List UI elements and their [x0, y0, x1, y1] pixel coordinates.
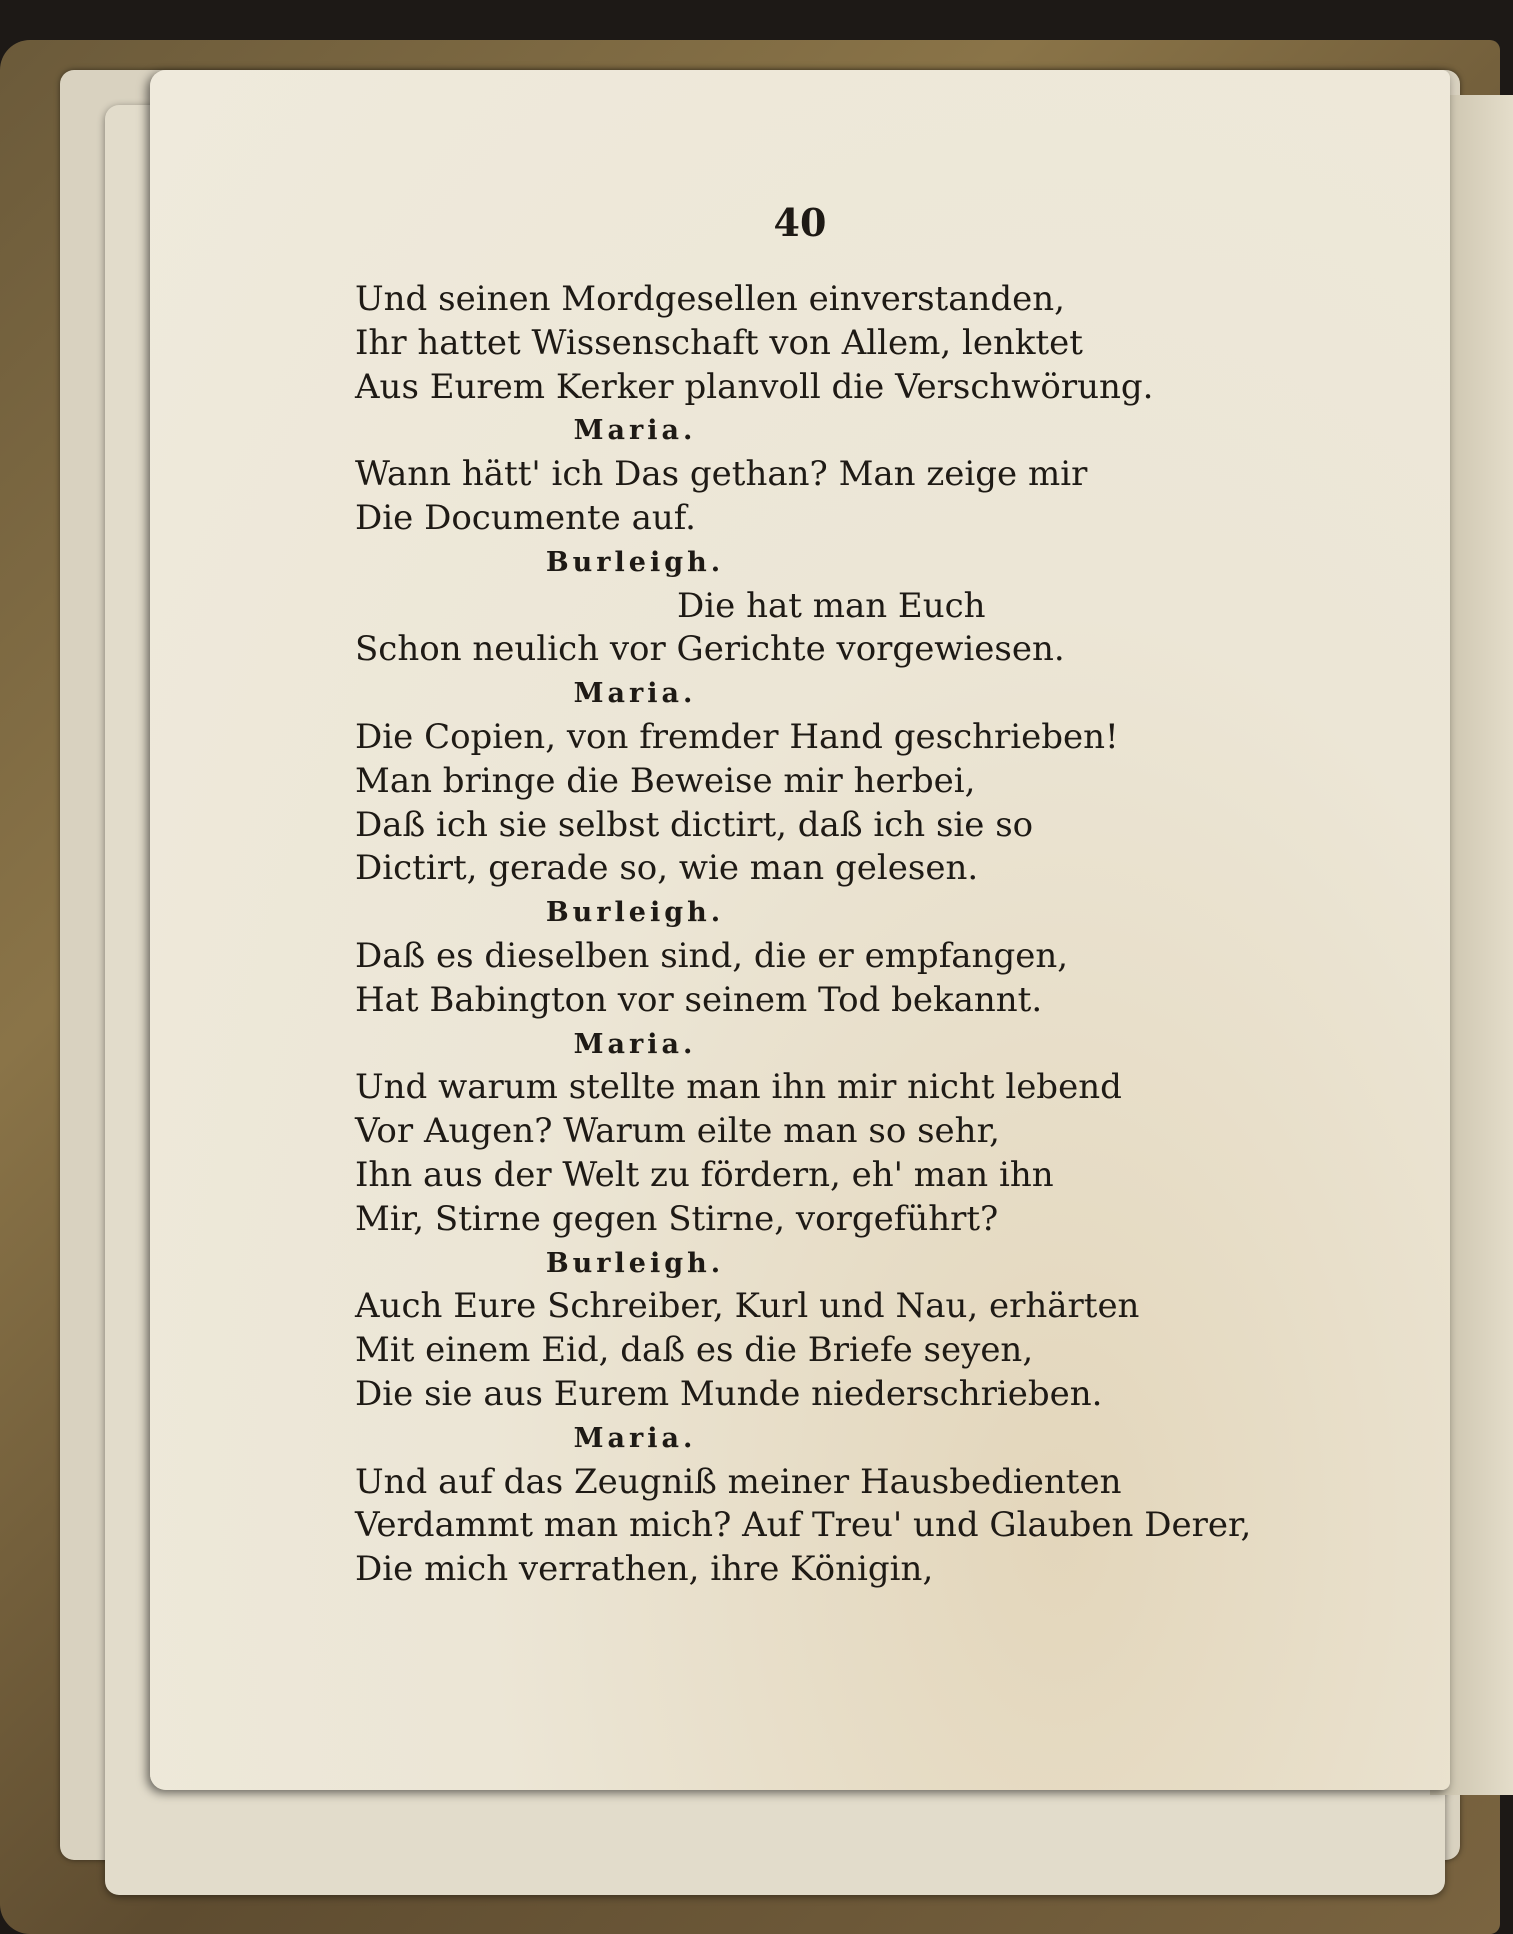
verse-line: Hat Babington vor seinem Tod bekannt.: [355, 979, 1043, 1020]
verse-line: Verdammt man mich? Auf Treu' und Glauben Derer,: [355, 1505, 1252, 1546]
verse-line: Schon neulich vor Gerichte vorgewiesen.: [355, 629, 1065, 670]
book-page: [150, 70, 1450, 1790]
verse-line: Die mich verrathen, ihre Königin,: [355, 1549, 934, 1590]
speaker-name: Burleigh.: [545, 897, 725, 929]
verse-line: Die Documente auf.: [355, 497, 696, 538]
verse-line: Dictirt, gerade so, wie man gelesen.: [355, 848, 979, 889]
verse-line: Und seinen Mordgesellen einverstanden,: [355, 279, 1065, 319]
speaker-name: Burleigh.: [545, 1247, 725, 1279]
page-number: 40: [773, 200, 827, 245]
speaker-name: Maria.: [573, 1028, 697, 1060]
speaker-name: Maria.: [573, 1422, 697, 1454]
verse-line: Und warum stellte man ihn mir nicht lebend: [355, 1067, 1122, 1108]
verse-line: Ihr hattet Wissenschaft von Allem, lenktet: [355, 322, 1083, 363]
verse-line: Die Copien, von fremder Hand geschrieben!: [355, 716, 1119, 757]
verse-line: Ihn aus der Welt zu fördern, eh' man ihn: [355, 1154, 1054, 1195]
verse-line: Und auf das Zeugniß meiner Hausbedienten: [355, 1461, 1122, 1502]
speaker-name: Maria.: [573, 678, 697, 710]
speaker-name: Maria.: [573, 415, 697, 447]
verse-line: Mir, Stirne gegen Stirne, vorgeführt?: [355, 1198, 999, 1239]
verse-line: Auch Eure Schreiber, Kurl und Nau, erhärten: [355, 1286, 1140, 1327]
verse-line: Wann hätt' ich Das gethan? Man zeige mir: [355, 454, 1088, 495]
verse-line: Die sie aus Eurem Munde niederschrieben.: [355, 1373, 1103, 1414]
speaker-name: Burleigh.: [545, 546, 725, 578]
verse-line: Vor Augen? Warum eilte man so sehr,: [355, 1111, 1000, 1152]
verse-line: Aus Eurem Kerker planvoll die Verschwörung.: [355, 366, 1154, 407]
verse-line: Daß es dieselben sind, die er empfangen,: [355, 935, 1069, 976]
verse-line: Die hat man Euch: [677, 585, 986, 626]
dialogue-text: [355, 278, 1355, 1592]
verse-line: Mit einem Eid, daß es die Briefe seyen,: [355, 1330, 1034, 1371]
verse-line: Daß ich sie selbst dictirt, daß ich sie so: [355, 804, 1034, 845]
verse-line: Man bringe die Beweise mir herbei,: [355, 760, 976, 801]
